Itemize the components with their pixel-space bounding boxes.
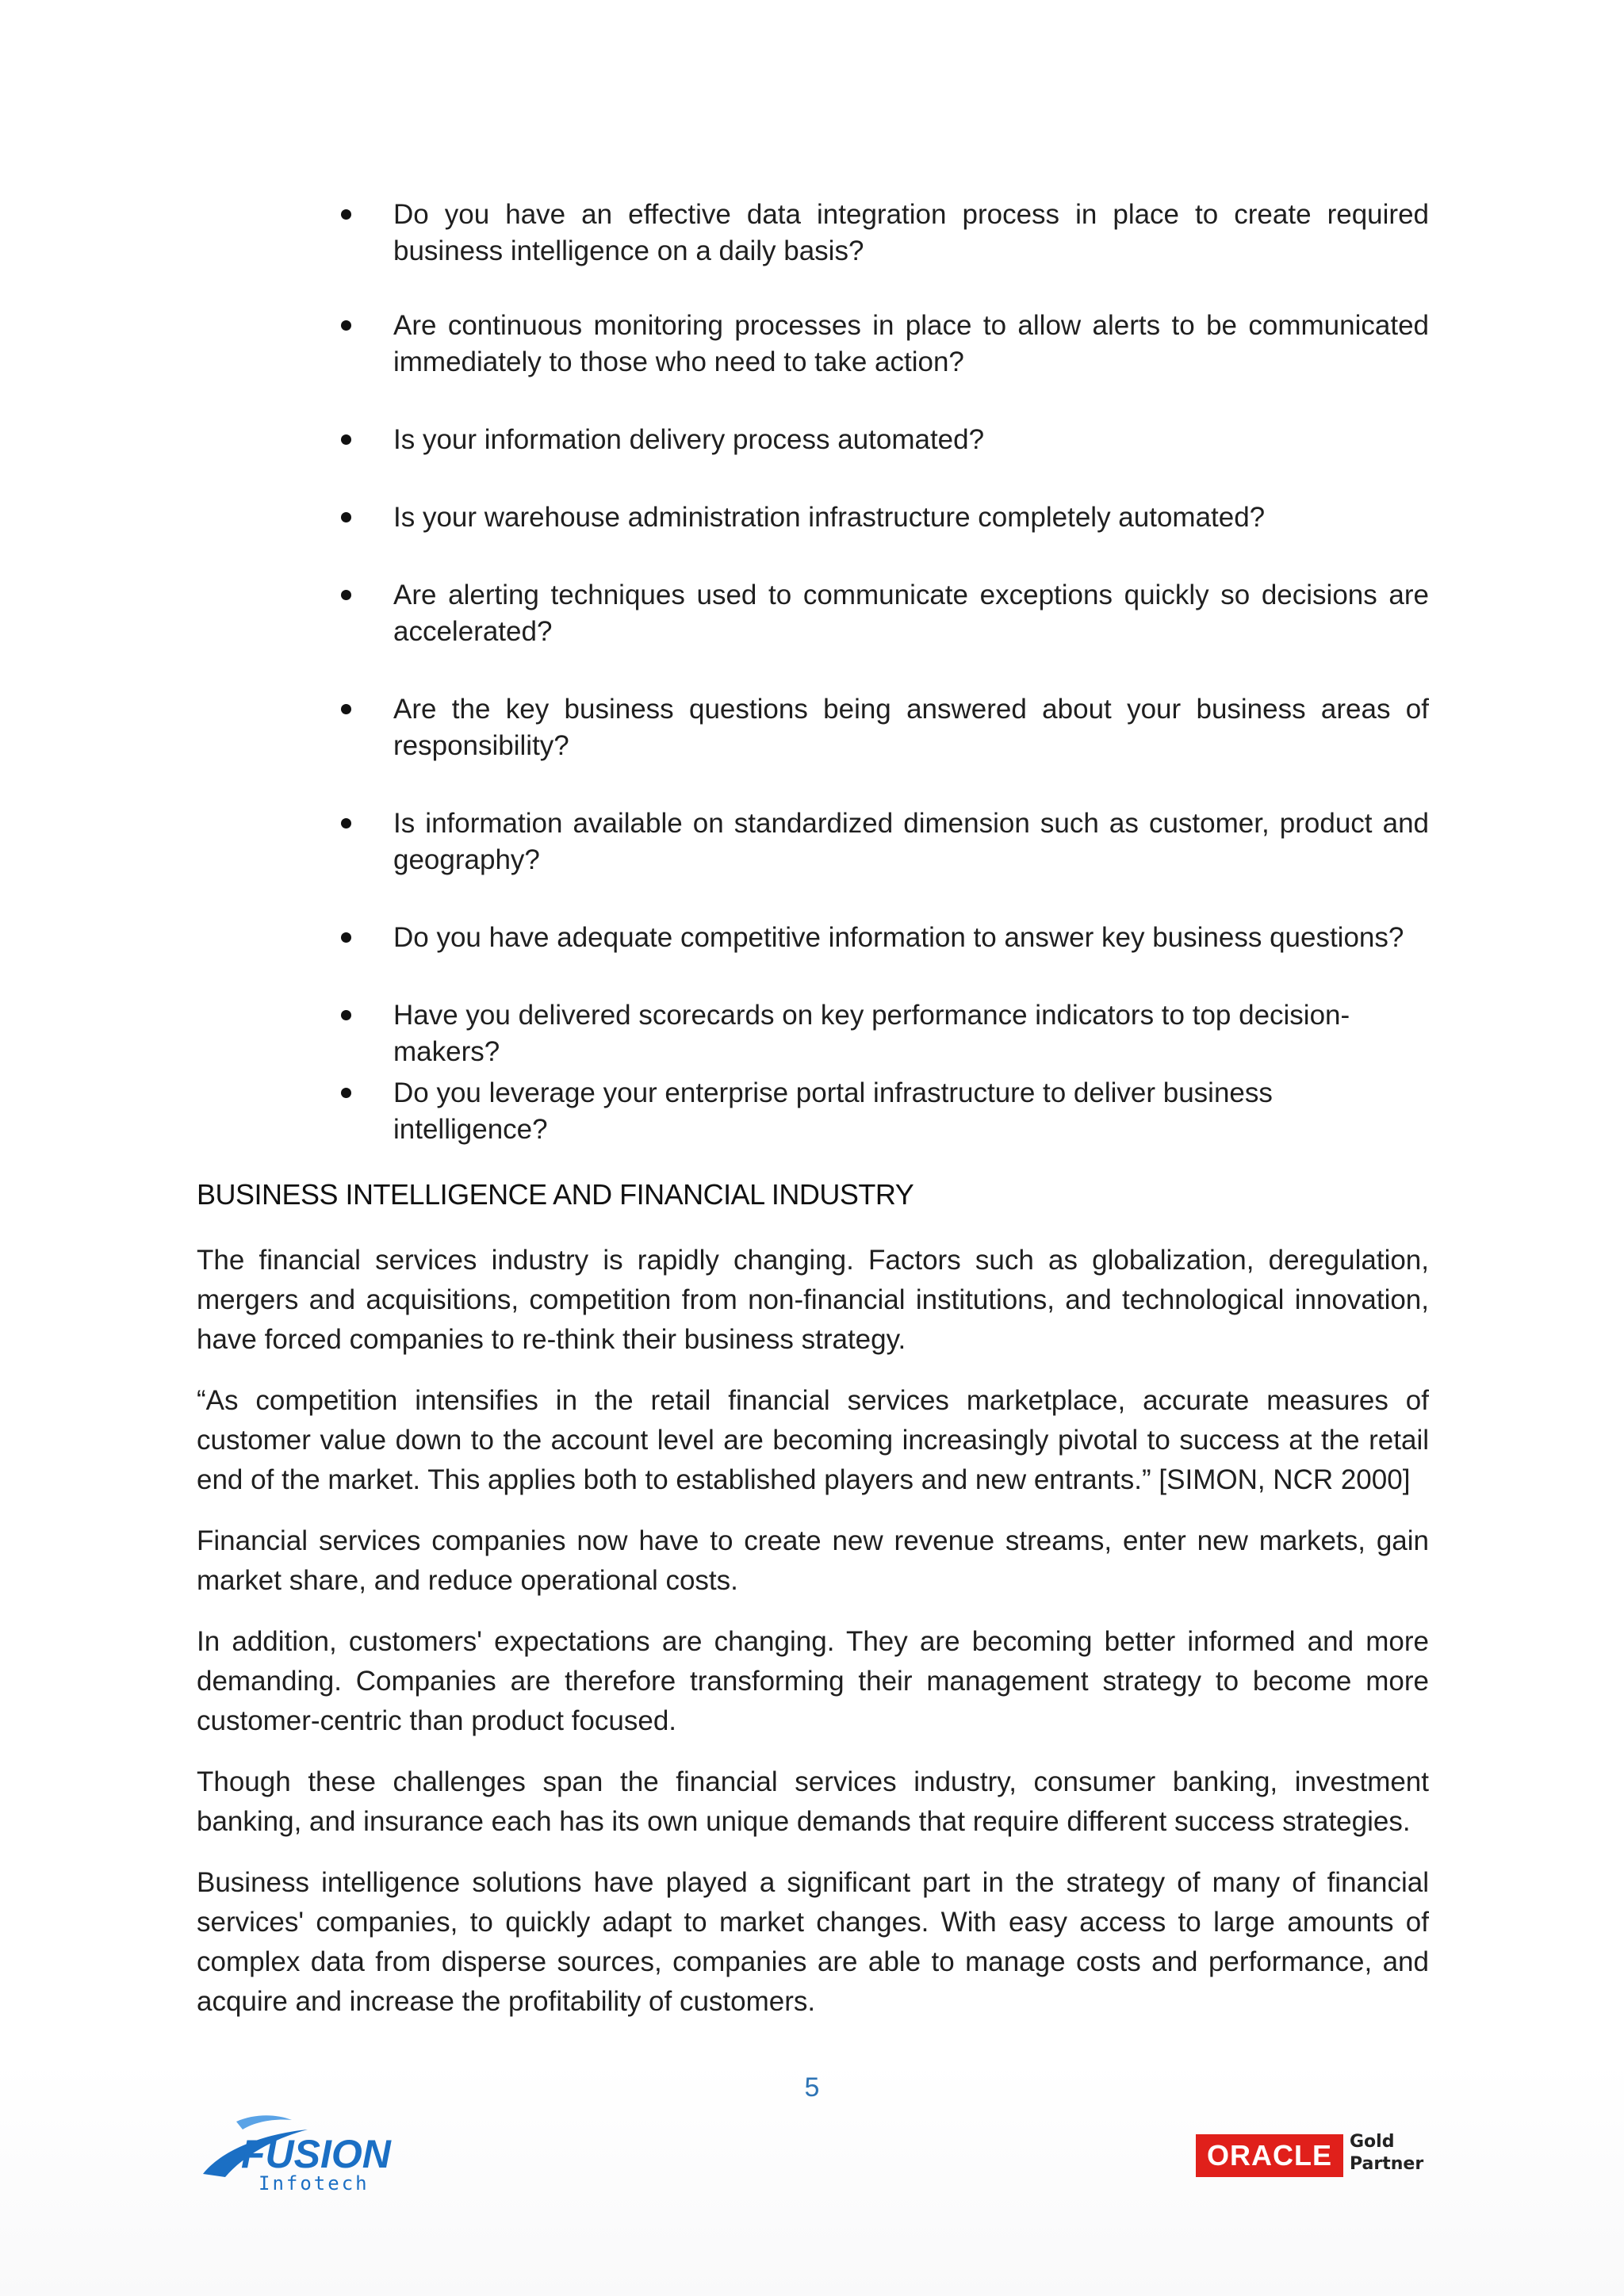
swoosh-accent-icon xyxy=(236,2115,292,2130)
list-item-text: Do you have adequate competitive information to answer key business questions? xyxy=(393,922,1404,953)
list-item xyxy=(341,197,1429,270)
list-item-text: Do you leverage your enterprise portal infrastructure to deliver business intelligence? xyxy=(393,1077,1273,1145)
gold-partner-label xyxy=(1350,2131,1423,2175)
paragraph: “As competition intensifies in the retail financial services marketplace, accurate measures of customer value down to the account level are becoming increasingly pivotal to success at the retail end of the market. This applies both to established players and new entrants.” [SIMON, NCR 2000] xyxy=(197,1385,1429,1495)
list-item xyxy=(341,997,1429,1070)
list-item xyxy=(341,691,1429,764)
paragraph: In addition, customers' expectations are changing. They are becoming better informed and more demanding. Companies are therefore transforming their management strategy to become more customer-centric than product focused. xyxy=(197,1626,1429,1736)
list-item-text: Have you delivered scorecards on key performance indicators to top decision-makers? xyxy=(393,1000,1350,1067)
list-item xyxy=(341,422,1429,458)
list-item xyxy=(341,308,1429,381)
list-item xyxy=(341,920,1429,956)
bullet-icon xyxy=(341,704,351,714)
list-item xyxy=(341,499,1429,536)
list-item-text: Are continuous monitoring processes in place to allow alerts to be communicated immediately to those who need to take action? xyxy=(393,310,1429,377)
bullet-icon xyxy=(341,1088,351,1098)
list-item-text: Is your warehouse administration infrastructure completely automated? xyxy=(393,502,1266,533)
partner-line-gold: Gold xyxy=(1350,2132,1395,2152)
bullet-icon xyxy=(341,320,351,331)
paragraph: Though these challenges span the financial services industry, consumer banking, investment banking, and insurance each has its own unique demands that require different success strategies. xyxy=(197,1766,1429,1837)
list-item-text: Is your information delivery process automated? xyxy=(393,424,985,455)
bullet-icon xyxy=(341,209,351,220)
list-item xyxy=(341,577,1429,650)
list-item-text: Are alerting techniques used to communicate exceptions quickly so decisions are accelerated? xyxy=(393,580,1429,647)
list-item-text: Do you have an effective data integration process in place to create required business intelligence on a daily basis? xyxy=(393,199,1429,266)
fusion-logo-text: FUSION xyxy=(241,2132,391,2176)
page-number: 5 xyxy=(804,2072,820,2103)
paragraph: Financial services companies now have to create new revenue streams, enter new markets, gain market share, and reduce operational costs. xyxy=(197,1525,1429,1596)
paragraph: The financial services industry is rapidly changing. Factors such as globalization, deregulation, mergers and acquisitions, competition from non-financial institutions, and technological innovation, have forced companies to re-think their business strategy. xyxy=(197,1245,1429,1355)
list-item-text: Is information available on standardized dimension such as customer, product and geography? xyxy=(393,808,1429,875)
oracle-logo-text: ORACLE xyxy=(1207,2139,1332,2172)
bullet-icon xyxy=(341,434,351,445)
bullet-icon xyxy=(341,932,351,943)
partner-line-partner: Partner xyxy=(1350,2154,1424,2174)
fusion-infotech-logo xyxy=(198,2112,396,2196)
paragraph: Business intelligence solutions have played a significant part in the strategy of many of financial services' companies, to quickly adapt to market changes. With easy access to large amounts of complex data from disperse sources, companies are able to manage costs and performance, and acquire and increase the profitability of customers. xyxy=(197,1867,1429,2017)
list-item xyxy=(341,806,1429,878)
list-item-text: Are the key business questions being answered about your business areas of responsibility? xyxy=(393,694,1429,761)
oracle-logo xyxy=(1196,2134,1343,2177)
section-heading: BUSINESS INTELLIGENCE AND FINANCIAL INDUSTRY xyxy=(197,1178,914,1211)
bullet-icon xyxy=(341,818,351,828)
list-item xyxy=(341,1075,1429,1148)
bullet-icon xyxy=(341,1010,351,1020)
fusion-logo-subtext: Infotech xyxy=(259,2172,370,2195)
bullet-icon xyxy=(341,512,351,522)
bullet-icon xyxy=(341,590,351,600)
